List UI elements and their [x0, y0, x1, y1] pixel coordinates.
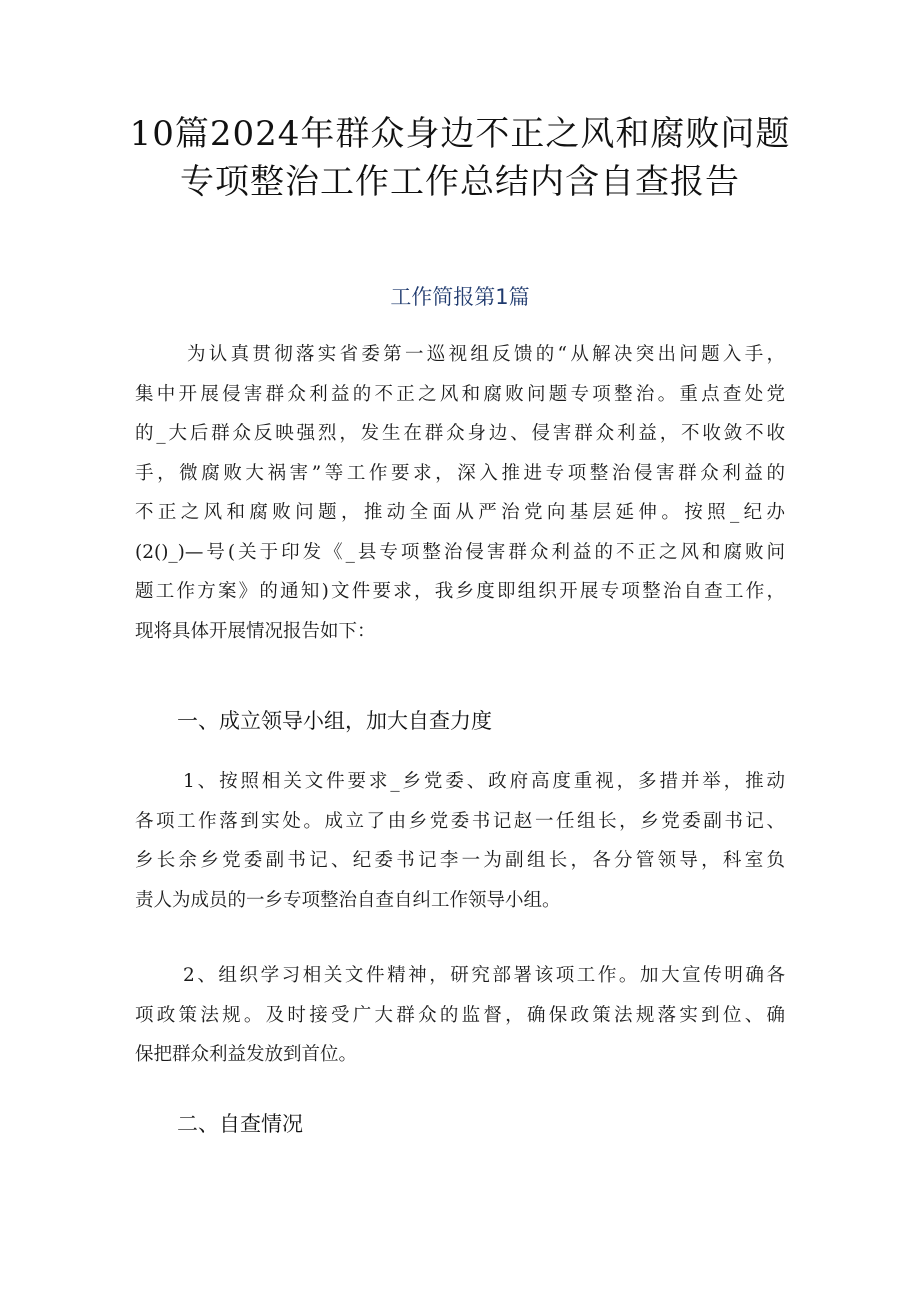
paragraph-line: 项政策法规。及时接受广大群众的监督，确保政策法规落实到位、确 — [135, 1004, 785, 1026]
section-heading: 工作简报第1篇 — [390, 285, 530, 309]
paragraph-line: 保把群众利益发放到首位。 — [135, 1044, 358, 1065]
paragraph-line: 2、组织学习相关文件精神，研究部署该项工作。加大宣传明确各 — [183, 965, 785, 986]
paragraph-line: 手，微腐败大祸害”等工作要求，深入推进专项整治侵害群众利益的 — [135, 462, 785, 484]
paragraph-line: (2()_)—号(关于印发《_县专项整治侵害群众利益的不正之风和腐败问 — [135, 541, 785, 563]
paragraph-line: 集中开展侵害群众利益的不正之风和腐败问题专项整治。重点查处党 — [135, 383, 785, 405]
paragraph-line: 题工作方案》的通知)文件要求，我乡度即组织开展专项整治自查工作， — [135, 581, 785, 602]
heading-1: 一、成立领导小组，加大自查力度 — [177, 709, 492, 733]
paragraph-line: 的_大后群众反映强烈，发生在群众身边、侵害群众利益，不收敛不收 — [135, 423, 785, 444]
paragraph-line: 1、按照相关文件要求_乡党委、政府高度重视，多措并举，推动 — [183, 771, 785, 792]
paragraph-line: 不正之风和腐败问题，推动全面从严治党向基层延伸。按照_纪办 — [135, 502, 785, 523]
paragraph-line: 现将具体开展情况报告如下： — [135, 620, 376, 642]
heading-2: 二、自查情况 — [177, 1112, 303, 1136]
paragraph-1 — [135, 335, 785, 651]
paragraph-3 — [135, 956, 785, 1075]
paragraph-2 — [135, 762, 785, 920]
paragraph-line: 责人为成员的一乡专项整治自查自纠工作领导小组。 — [135, 889, 561, 911]
document-title-line-2: 专项整治工作工作总结内含自查报告 — [180, 162, 740, 202]
paragraph-line: 为认真贯彻落实省委第一巡视组反馈的“从解决突出问题入手， — [187, 344, 785, 365]
document-title-line-1: 10篇2024年群众身边不正之风和腐败问题 — [129, 114, 791, 154]
paragraph-line: 各项工作落到实处。成立了由乡党委书记赵一任组长，乡党委副书记、 — [135, 810, 785, 832]
paragraph-line: 乡长余乡党委副书记、纪委书记李一为副组长，各分管领导，科室负 — [135, 850, 785, 871]
